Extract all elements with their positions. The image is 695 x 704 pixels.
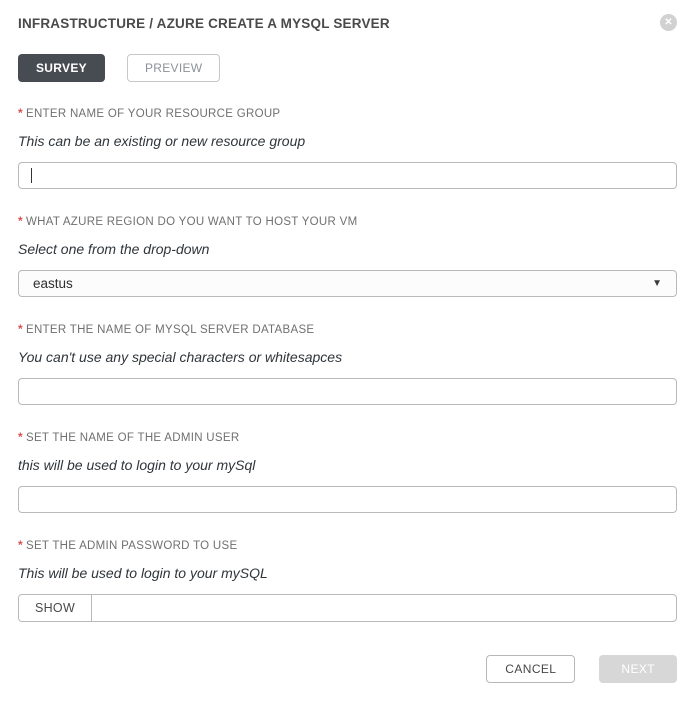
survey-form bbox=[18, 107, 677, 622]
tab-preview[interactable]: PREVIEW bbox=[127, 54, 220, 82]
password-input-group bbox=[18, 594, 677, 622]
required-asterisk: * bbox=[18, 538, 23, 552]
field-label-text: ENTER NAME OF YOUR RESOURCE GROUP bbox=[25, 108, 281, 120]
field-label bbox=[18, 323, 677, 337]
form-field-resource-group bbox=[18, 107, 677, 189]
cancel-button[interactable]: CANCEL bbox=[486, 655, 575, 683]
field-description: this will be used to login to your mySql bbox=[18, 457, 256, 473]
close-button[interactable] bbox=[660, 14, 677, 31]
field-label-text: SET THE NAME OF THE ADMIN USER bbox=[25, 432, 240, 444]
form-field-azure-region bbox=[18, 215, 677, 297]
field-label bbox=[18, 215, 677, 229]
show-password-button[interactable]: SHOW bbox=[19, 595, 92, 621]
field-label bbox=[18, 539, 677, 553]
field-label bbox=[18, 431, 677, 445]
required-asterisk: * bbox=[18, 106, 23, 120]
close-icon: ✕ bbox=[664, 16, 673, 28]
text-cursor bbox=[31, 168, 32, 183]
modal-footer bbox=[18, 655, 677, 683]
form-field-admin-password bbox=[18, 539, 677, 622]
field-label bbox=[18, 107, 677, 121]
form-field-admin-user bbox=[18, 431, 677, 513]
field-description: This will be used to login to your mySQL bbox=[18, 565, 268, 581]
field-label-text: WHAT AZURE REGION DO YOU WANT TO HOST YOUR VM bbox=[25, 216, 358, 228]
tab-survey[interactable]: SURVEY bbox=[18, 54, 105, 82]
form-field-database-name bbox=[18, 323, 677, 405]
field-label-text: SET THE ADMIN PASSWORD TO USE bbox=[25, 540, 238, 552]
region-select-value: eastus bbox=[33, 276, 73, 291]
next-button[interactable]: NEXT bbox=[599, 655, 677, 683]
field-description: This can be an existing or new resource group bbox=[18, 133, 306, 149]
modal-header bbox=[18, 14, 677, 32]
database-name-input[interactable] bbox=[18, 378, 677, 405]
page-title: INFRASTRUCTURE / AZURE CREATE A MYSQL SERVER bbox=[18, 16, 390, 31]
required-asterisk: * bbox=[18, 430, 23, 444]
tab-bar bbox=[18, 54, 677, 82]
field-description: Select one from the drop-down bbox=[18, 241, 210, 257]
admin-user-input[interactable] bbox=[18, 486, 677, 513]
required-asterisk: * bbox=[18, 214, 23, 228]
chevron-down-icon: ▼ bbox=[652, 277, 662, 289]
admin-password-input[interactable] bbox=[92, 595, 676, 621]
field-label-text: ENTER THE NAME OF MYSQL SERVER DATABASE bbox=[25, 324, 315, 336]
region-select[interactable] bbox=[18, 270, 677, 297]
field-description: You can't use any special characters or whitesapces bbox=[18, 349, 343, 365]
resource-group-input[interactable] bbox=[18, 162, 677, 189]
required-asterisk: * bbox=[18, 322, 23, 336]
